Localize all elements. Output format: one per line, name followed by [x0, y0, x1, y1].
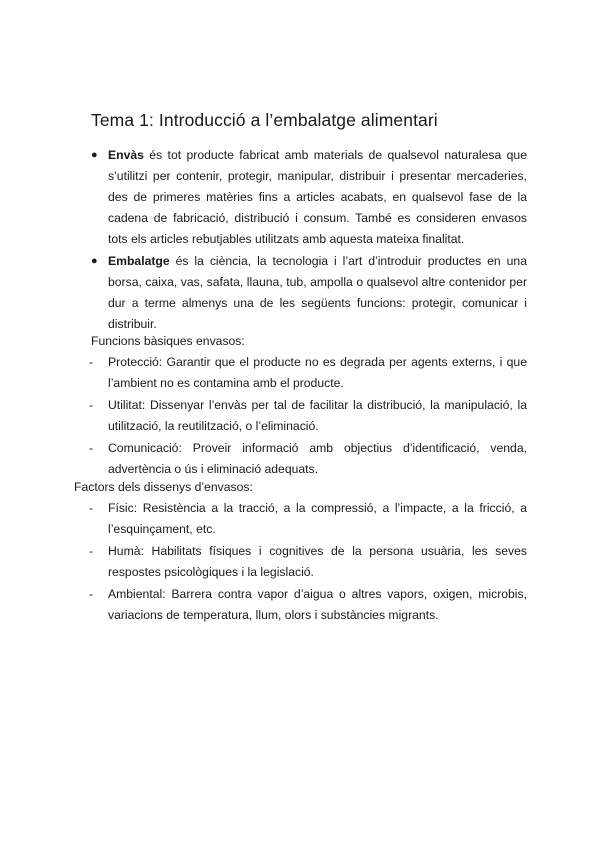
list-item: [89, 498, 527, 540]
list-item: [89, 352, 527, 394]
dash-icon: -: [89, 544, 94, 558]
list-item: [89, 541, 527, 583]
bullet-icon: ●: [91, 149, 98, 161]
definition-text: és la ciència, la tecnologia i l’art d’introduir productes en una borsa, caixa, vas, safata, llauna, tub, ampolla o qualsevol altre contenidor per dur a terme almenys una de les següents funcions: protegir, comunicar i distribuir.: [108, 254, 527, 331]
dash-icon: -: [89, 501, 94, 515]
definition-text: és tot producte fabricat amb materials de qualsevol naturalesa que s’utilitzi per contenir, protegir, manipular, distribuir i presentar mercaderies, des de primeres matèries fins a articles acabats, en qualsevol fase de la cadena de fabricació, distribució i consum. També es consideren envasos tots els articles rebutjables utilitzats amb aquesta mateixa finalitat.: [108, 148, 527, 246]
definition-term: Envàs: [108, 148, 144, 162]
dash-icon: -: [89, 398, 94, 412]
dash-icon: -: [89, 441, 94, 455]
factors-list: [89, 498, 527, 627]
list-item-text: Físic: Resistència a la tracció, a la compressió, a l’impacte, a la fricció, a l’esquinçament, etc.: [108, 501, 527, 536]
list-item-text: Humà: Habilitats físiques i cognitives de la persona usuària, les seves respostes psicològiques i la legislació.: [108, 544, 527, 579]
list-item-text: Comunicació: Proveir informació amb objectius d’identificació, venda, advertència o ús i eliminació adequats.: [108, 441, 527, 476]
factors-heading: Factors dels dissenys d’envasos:: [74, 480, 253, 494]
funcions-list: [89, 352, 527, 481]
dash-icon: -: [89, 355, 94, 369]
definition-item-envas: [91, 145, 527, 250]
list-item: [89, 395, 527, 437]
document-title: Tema 1: Introducció a l’embalatge alimentari: [91, 110, 438, 130]
definitions-list: [91, 145, 527, 336]
list-item-text: Protecció: Garantir que el producte no es degrada per agents externs, i que l’ambient no es contamina amb el producte.: [108, 355, 527, 390]
list-item-text: Utilitat: Dissenyar l’envàs per tal de facilitar la distribució, la manipulació, la utilització, la reutilització, o l’eliminació.: [108, 398, 527, 433]
list-item: [89, 438, 527, 480]
funcions-heading: Funcions bàsiques envasos:: [91, 334, 245, 348]
list-item: [89, 584, 527, 626]
dash-icon: -: [89, 587, 94, 601]
definition-item-embalatge: [91, 251, 527, 335]
bullet-icon: ●: [91, 255, 98, 267]
definition-term: Embalatge: [108, 254, 170, 268]
list-item-text: Ambiental: Barrera contra vapor d’aigua o altres vapors, oxigen, microbis, variacions de temperatura, llum, olors i substàncies migrants.: [108, 587, 527, 622]
